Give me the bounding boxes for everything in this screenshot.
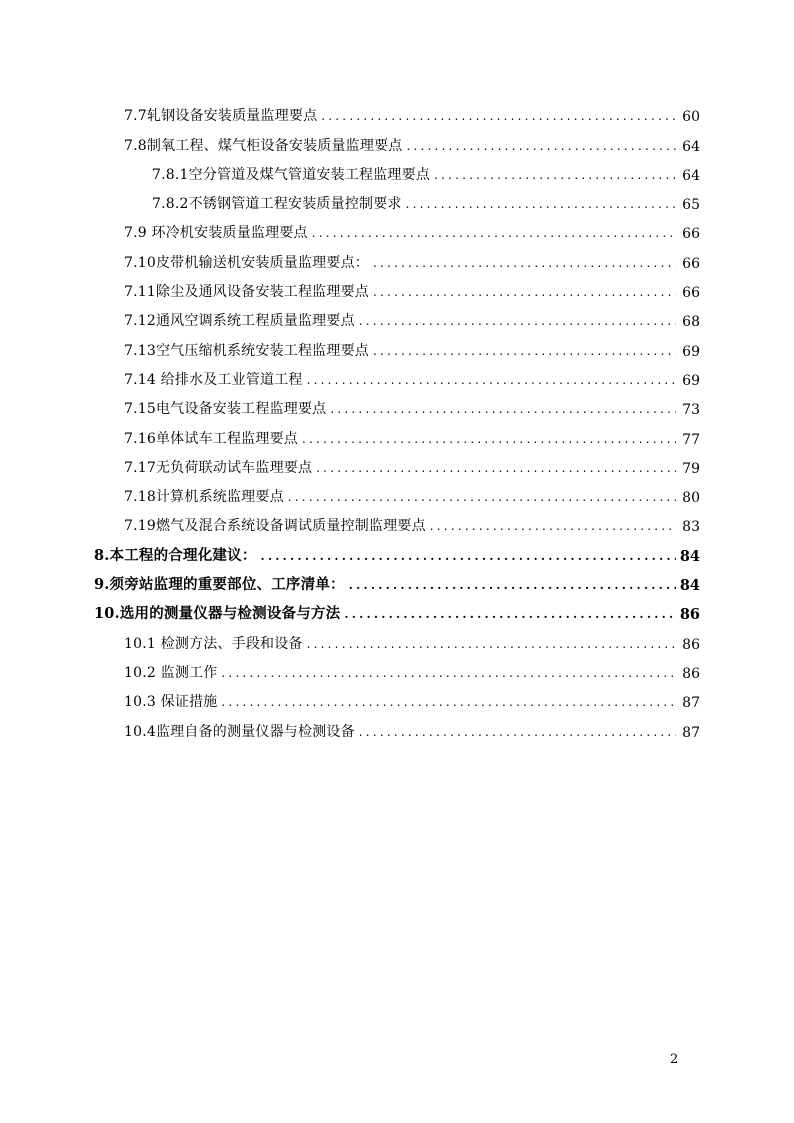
toc-dot-leader (261, 550, 676, 565)
toc-entry-page: 60 (682, 109, 700, 126)
toc-entry-page: 69 (682, 372, 700, 389)
toc-dot-leader (406, 140, 676, 155)
toc-entry[interactable] (94, 506, 700, 535)
toc-entry[interactable] (94, 448, 700, 477)
toc-entry-title: 9.须旁站监理的重要部位、工序清单： (94, 576, 345, 594)
toc-dot-leader (430, 520, 676, 535)
toc-dot-leader (373, 345, 676, 360)
toc-entry[interactable] (94, 155, 700, 184)
toc-dot-leader (307, 638, 676, 653)
toc-entry-title: 7.8制氧工程、煤气柜设备安装质量监理要点 (124, 137, 403, 154)
toc-entry-title: 10.2 监测工作 (124, 664, 218, 681)
toc-dot-leader (288, 491, 676, 506)
toc-entry-page: 86 (679, 606, 700, 624)
toc-entry-title: 7.13空气压缩机系统安装工程监理要点 (124, 342, 369, 359)
toc-entry-page: 73 (682, 402, 700, 419)
toc-entry[interactable] (94, 594, 700, 623)
toc-dot-leader (312, 227, 676, 242)
toc-entry-title: 7.18计算机系统监理要点 (124, 489, 284, 506)
toc-entry-page: 66 (682, 226, 700, 243)
toc-dot-leader (434, 169, 676, 184)
toc-entry-page: 83 (682, 519, 700, 536)
toc-entry[interactable] (94, 184, 700, 213)
toc-entry-page: 84 (679, 577, 700, 595)
toc-entry[interactable] (94, 418, 700, 447)
toc-entry-title: 10.1 检测方法、手段和设备 (124, 635, 303, 652)
toc-entry[interactable] (94, 682, 700, 711)
toc-dot-leader (221, 667, 676, 682)
toc-entry[interactable] (94, 96, 700, 125)
toc-dot-leader (373, 286, 676, 301)
toc-entry[interactable] (94, 213, 700, 242)
toc-entry-title: 8.本工程的合理化建议： (94, 546, 257, 564)
toc-entry[interactable] (94, 623, 700, 652)
toc-entry-title: 7.10皮带机输送机安装质量监理要点： (124, 254, 369, 271)
toc-entry-title: 10.3 保证措施 (124, 694, 218, 711)
toc-dot-leader (359, 726, 676, 741)
toc-entry-page: 86 (682, 636, 700, 653)
toc-dot-leader (221, 696, 676, 711)
toc-dot-leader (316, 462, 676, 477)
toc-entry-page: 87 (682, 695, 700, 712)
toc-entry[interactable] (94, 360, 700, 389)
toc-entry[interactable] (94, 711, 700, 740)
toc-entry-page: 66 (682, 255, 700, 272)
toc-entry-title: 7.14 给排水及工业管道工程 (124, 371, 303, 388)
toc-entry-title: 7.7轧钢设备安装质量监理要点 (124, 108, 318, 125)
toc-entry-title: 10.4监理自备的测量仪器与检测设备 (124, 723, 355, 740)
toc-dot-leader (359, 315, 676, 330)
toc-entry-page: 65 (682, 197, 700, 214)
toc-entry-title: 7.12通风空调系统工程质量监理要点 (124, 313, 355, 330)
toc-entry-page: 86 (682, 665, 700, 682)
toc-entry-title: 7.9 环冷机安装质量监理要点 (124, 225, 308, 242)
table-of-contents (94, 96, 700, 741)
toc-entry-title: 7.15电气设备安装工程监理要点 (124, 401, 327, 418)
toc-entry-page: 69 (682, 343, 700, 360)
toc-entry[interactable] (94, 125, 700, 154)
toc-dot-leader (302, 433, 676, 448)
toc-dot-leader (330, 403, 676, 418)
toc-dot-leader (307, 374, 676, 389)
toc-entry[interactable] (94, 242, 700, 271)
toc-entry-title: 10.选用的测量仪器与检测设备与方法 (94, 605, 341, 623)
toc-dot-leader (344, 608, 675, 623)
toc-entry-page: 64 (682, 167, 700, 184)
toc-entry[interactable] (94, 272, 700, 301)
toc-dot-leader (406, 198, 676, 213)
toc-dot-leader (321, 110, 676, 125)
toc-entry-title: 7.17无负荷联动试车监理要点 (124, 459, 313, 476)
toc-entry[interactable] (94, 535, 700, 564)
toc-entry-page: 79 (682, 460, 700, 477)
toc-entry[interactable] (94, 389, 700, 418)
toc-dot-leader (349, 579, 676, 594)
toc-entry-page: 87 (682, 724, 700, 741)
toc-entry-title: 7.8.2不锈钢管道工程安装质量控制要求 (152, 196, 402, 213)
toc-entry-title: 7.11除尘及通风设备安装工程监理要点 (124, 284, 369, 301)
toc-entry-page: 84 (679, 547, 700, 565)
page-number: 2 (670, 1052, 679, 1067)
toc-dot-leader (373, 257, 676, 272)
toc-entry-page: 64 (682, 138, 700, 155)
toc-entry[interactable] (94, 477, 700, 506)
toc-entry-page: 66 (682, 285, 700, 302)
toc-entry[interactable] (94, 565, 700, 594)
toc-entry-title: 7.19燃气及混合系统设备调试质量控制监理要点 (124, 518, 426, 535)
toc-entry-page: 80 (682, 490, 700, 507)
toc-entry-page: 68 (682, 314, 700, 331)
toc-entry[interactable] (94, 653, 700, 682)
toc-entry-title: 7.8.1空分管道及煤气管道安装工程监理要点 (152, 166, 431, 183)
toc-entry-page: 77 (682, 431, 700, 448)
toc-entry[interactable] (94, 301, 700, 330)
toc-entry[interactable] (94, 330, 700, 359)
toc-entry-title: 7.16单体试车工程监理要点 (124, 430, 298, 447)
